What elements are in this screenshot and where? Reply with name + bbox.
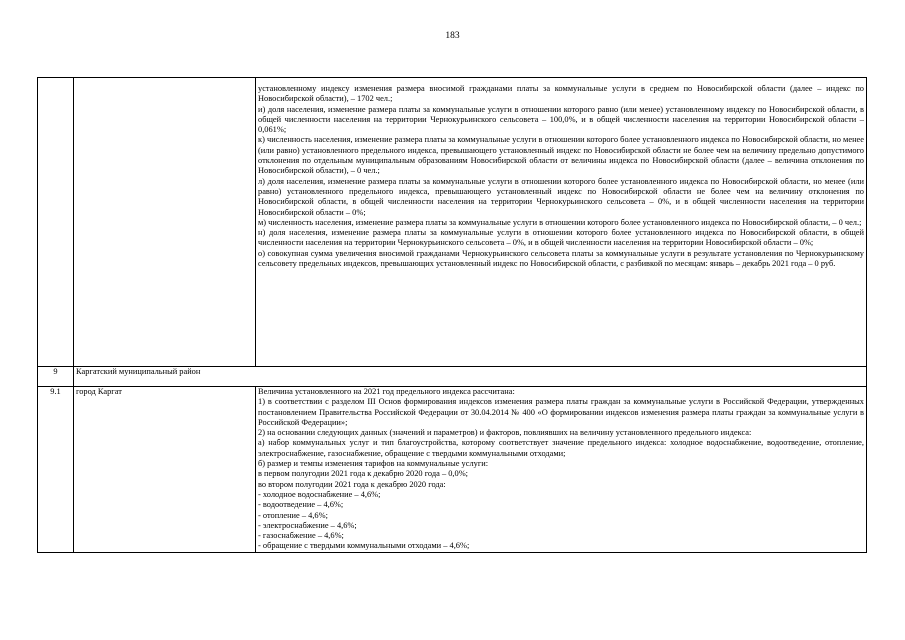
list-item: - газоснабжение – 4,6%; [258, 531, 344, 541]
paragraph: н) доля населения, изменение размера платы за коммунальные услуги в отношении которого более установленного индекса по Новосибирской области, в общей численности населения на территории Чернокурьинского сельсовета – 0%, и в общей численности населения на территории Новосибирской области – 0%; [258, 228, 864, 248]
paragraph: установленному индексу изменения размера вносимой гражданами платы за коммунальные услуги в среднем по Новосибирской области (далее – индекс по Новосибирской области), – 1702 чел.; [258, 84, 864, 104]
list-item: - электроснабжение – 4,6%; [258, 520, 357, 530]
paragraph: м) численность населения, изменение размера платы за коммунальные услуги в отношении которого более установленного индекса по Новосибирской области, – 0 чел.; [258, 217, 862, 227]
row-number: 9 [38, 367, 74, 387]
list-item: - обращение с твердыми коммунальными отходами – 4,6%; [258, 541, 470, 551]
row-number [38, 78, 74, 367]
page-number: 183 [445, 31, 460, 41]
row-number: 9.1 [38, 387, 74, 553]
table-row-town [38, 387, 867, 553]
index-description-cell [256, 387, 867, 553]
paragraph: а) набор коммунальных услуг и тип благоустройства, которому соответствует значение предельного индекса: холодное водоснабжение, водоотведение, отопление, электроснабжение, газоснабжение, обращение с твердыми коммунальными отходами; [258, 438, 864, 458]
paragraph: 1) в соответствии с разделом III Основ формирования индексов изменения размера платы граждан за коммунальные услуги в Российской Федерации, утвержденных постановлением Правительства Российской Федерации от 30.04.2014 № 400 «О формировании индексов изменения размера платы граждан за коммунальные услуги в Российской Федерации»; [258, 397, 864, 427]
list-item: - отопление – 4,6%; [258, 510, 328, 520]
table-row-district [38, 367, 867, 387]
municipal-index-table [37, 77, 867, 553]
municipality-name: город Каргат [74, 387, 256, 553]
paragraph: б) размер и темпы изменения тарифов на коммунальные услуги: [258, 459, 489, 469]
paragraph: и) доля населения, изменение размера платы за коммунальные услуги в отношении которого равно (или менее) установленному индексу по Новосибирской области, в общей численности населения на территории Чернокурьинского сельсовета – 100,0%, и в общей численности населения на территории Новосибирской области – 0,061%; [258, 104, 864, 135]
table-row-continuation [38, 78, 867, 367]
paragraph: л) доля населения, изменение размера платы за коммунальные услуги в отношении которого более установленного индекса по Новосибирской области, но менее (или равно) установленного предельного индекса, превышающего установленный индекс по Новосибирской области не более чем на величину отклонения по Новосибирской области, в общей численности населения на территории Чернокурьинского сельсовета – 0%, и в общей численности населения на территории Новосибирской области – 0%; [258, 176, 864, 217]
paragraph: во втором полугодии 2021 года к декабрю 2020 года: [258, 479, 446, 489]
paragraph: Величина установленного на 2021 год предельного индекса рассчитана: [258, 387, 515, 396]
municipality-name [74, 78, 256, 367]
paragraph: к) численность населения, изменение размера платы за коммунальные услуги в отношении которого более установленного индекса по Новосибирской области, но менее (или равно) установленного предельного индекса, превышающего установленный индекс по Новосибирской области не более чем на величину предельно допустимого отклонения по отдельным муниципальным образованиям Новосибирской области от величины индекса по Новосибирской области (далее – величина отклонения по Новосибирской области), – 0 чел.; [258, 135, 864, 176]
paragraph: 2) на основании следующих данных (значений и параметров) и факторов, повлиявших на величину установленного предельного индекса: [258, 428, 752, 438]
district-name: Каргатский муниципальный район [74, 367, 867, 387]
list-item: - водоотведение – 4,6%; [258, 500, 344, 510]
index-description-cell [256, 78, 867, 367]
list-item: - холодное водоснабжение – 4,6%; [258, 489, 381, 499]
paragraph: о) совокупная сумма увеличения вносимой гражданами Чернокурьинского сельсовета платы за коммунальные услуги в результате установления по Чернокурьинскому сельсовету предельных индексов, превышающих установленный индекс по Новосибирской области, с разбивкой по месяцам: январь – декабрь 2021 года – 0 руб. [258, 248, 864, 269]
paragraph: в первом полугодии 2021 года к декабрю 2020 года – 0,0%; [258, 469, 468, 479]
